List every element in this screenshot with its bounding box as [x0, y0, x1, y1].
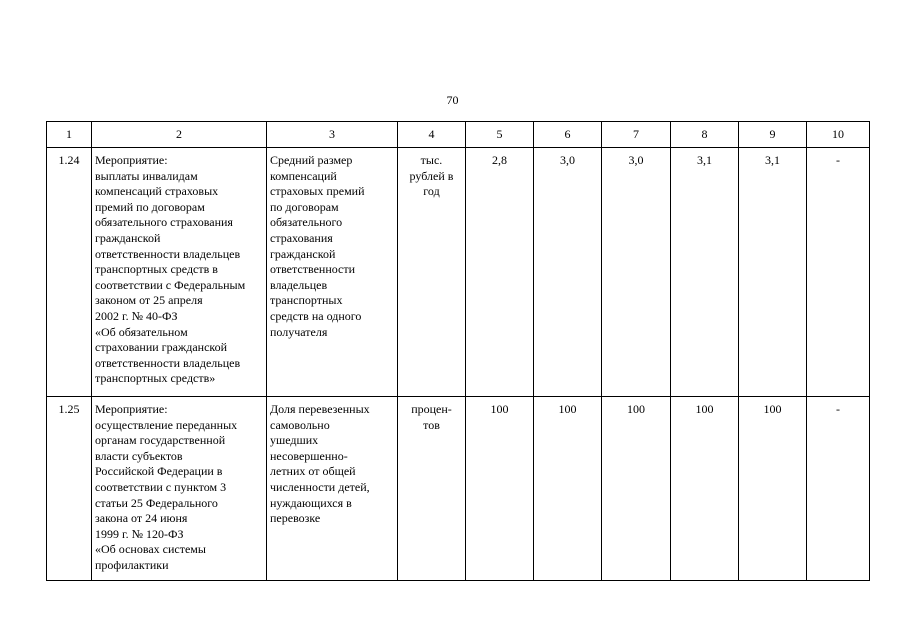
value-col-8: 3,1 [671, 148, 739, 397]
value-col-9: 3,1 [739, 148, 807, 397]
col-header-8: 8 [671, 122, 739, 148]
row-number: 1.24 [47, 148, 92, 397]
measure-description: Мероприятие: выплаты инвалидам компенсаций страховых премий по договорам обязательного страхования гражданской ответственности владельцев транспортных средств в соответствии с Федеральным законом от 25 апреля 2002 г. № 40-ФЗ «Об обязательном страховании гражданской ответственности владельцев транспортных средств» [92, 148, 267, 397]
col-header-2: 2 [92, 122, 267, 148]
header-row [47, 122, 870, 148]
value-col-5: 2,8 [466, 148, 534, 397]
table-row [47, 148, 870, 397]
value-col-6: 100 [534, 397, 602, 581]
col-header-4: 4 [398, 122, 466, 148]
indicator-description: Средний размер компенсаций страховых премий по договорам обязательного страхования гражданской ответственности владельцев транспортных средств на одного получателя [267, 148, 398, 397]
page-number: 70 [446, 93, 459, 107]
col-header-1: 1 [47, 122, 92, 148]
row-number: 1.25 [47, 397, 92, 581]
unit-of-measure: тыс. рублей в год [398, 148, 466, 397]
col-header-7: 7 [602, 122, 671, 148]
indicator-description: Доля перевезенных самовольно ушедших несовершенно- летних от общей численности детей, нуждающихся в перевозке [267, 397, 398, 581]
unit-of-measure: процен- тов [398, 397, 466, 581]
value-col-7: 3,0 [602, 148, 671, 397]
col-header-5: 5 [466, 122, 534, 148]
col-header-10: 10 [807, 122, 870, 148]
indicators-table [46, 121, 870, 581]
value-col-10: - [807, 148, 870, 397]
value-col-5: 100 [466, 397, 534, 581]
value-col-7: 100 [602, 397, 671, 581]
col-header-3: 3 [267, 122, 398, 148]
col-header-6: 6 [534, 122, 602, 148]
value-col-8: 100 [671, 397, 739, 581]
col-header-9: 9 [739, 122, 807, 148]
value-col-9: 100 [739, 397, 807, 581]
value-col-10: - [807, 397, 870, 581]
measure-description: Мероприятие: осуществление переданных органам государственной власти субъектов Российской Федерации в соответствии с пунктом 3 статьи 25 Федерального закона от 24 июня 1999 г. № 120-ФЗ «Об основах системы профилактики [92, 397, 267, 581]
value-col-6: 3,0 [534, 148, 602, 397]
table-row [47, 397, 870, 581]
